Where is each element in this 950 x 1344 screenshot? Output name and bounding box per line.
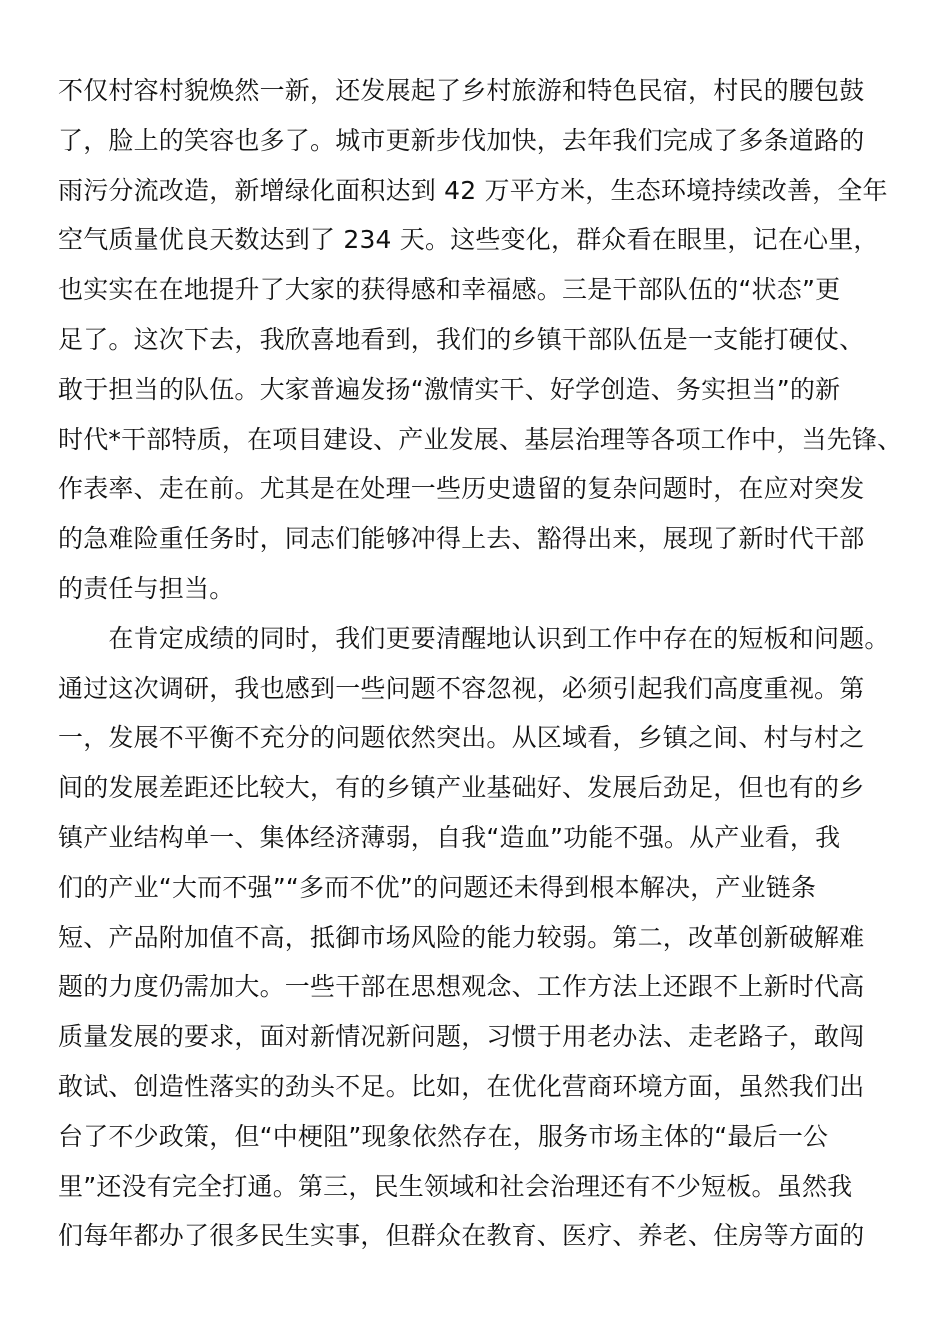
text-line: 时代*干部特质，在项目建设、产业发展、基层治理等各项工作中，当先锋、	[58, 424, 903, 454]
text-line: 短、产品附加值不高，抵御市场风险的能力较弱。第二，改革创新破解难	[58, 922, 865, 952]
text-line: 敢试、创造性落实的劲头不足。比如，在优化营商环境方面，虽然我们出	[58, 1071, 865, 1101]
text-line: 的责任与担当。	[58, 573, 235, 603]
text-line: 一，发展不平衡不充分的问题依然突出。从区域看，乡镇之间、村与村之	[58, 723, 865, 753]
text-line: 雨污分流改造，新增绿化面积达到 42 万平方米，生态环境持续改善，全年	[58, 175, 888, 205]
text-line: 不仅村容村貌焕然一新，还发展起了乡村旅游和特色民宿，村民的腰包鼓	[58, 76, 865, 105]
text-line: 通过这次调研，我也感到一些问题不容忽视，必须引起我们高度重视。第	[58, 673, 865, 703]
text-line: 的急难险重任务时，同志们能够冲得上去、豁得出来，展现了新时代干部	[58, 524, 865, 554]
text-line: 里”还没有完全打通。第三，民生领域和社会治理还有不少短板。虽然我	[58, 1171, 853, 1201]
text-line: 在肯定成绩的同时，我们更要清醒地认识到工作中存在的短板和问题。	[58, 623, 890, 653]
text-line: 空气质量优良天数达到了 234 天。这些变化，群众看在眼里，记在心里，	[58, 225, 879, 255]
text-line: 质量发展的要求，面对新情况新问题，习惯于用老办法、走老路子，敢闯	[58, 1022, 865, 1052]
text-line: 也实实在在地提升了大家的获得感和幸福感。三是干部队伍的“状态”更	[58, 275, 841, 305]
text-line: 了，脸上的笑容也多了。城市更新步伐加快，去年我们完成了多条道路的	[58, 125, 865, 155]
text-line: 镇产业结构单一、集体经济薄弱，自我“造血”功能不强。从产业看，我	[58, 822, 841, 852]
text-line: 们每年都办了很多民生实事，但群众在教育、医疗、养老、住房等方面的	[58, 1221, 865, 1251]
text-line: 题的力度仍需加大。一些干部在思想观念、工作方法上还跟不上新时代高	[58, 972, 865, 1002]
text-line: 足了。这次下去，我欣喜地看到，我们的乡镇干部队伍是一支能打硬仗、	[58, 324, 865, 354]
text-line: 作表率、走在前。尤其是在处理一些历史遗留的复杂问题时，在应对突发	[58, 474, 865, 504]
text-line: 间的发展差距还比较大，有的乡镇产业基础好、发展后劲足，但也有的乡	[58, 773, 865, 803]
text-line: 台了不少政策，但“中梗阻”现象依然存在，服务市场主体的“最后一公	[58, 1121, 829, 1151]
text-line: 敢于担当的队伍。大家普遍发扬“激情实干、好学创造、务实担当”的新	[58, 374, 841, 404]
text-line: 们的产业“大而不强”“多而不优”的问题还未得到根本解决，产业链条	[58, 872, 817, 902]
text-body	[58, 66, 938, 1261]
